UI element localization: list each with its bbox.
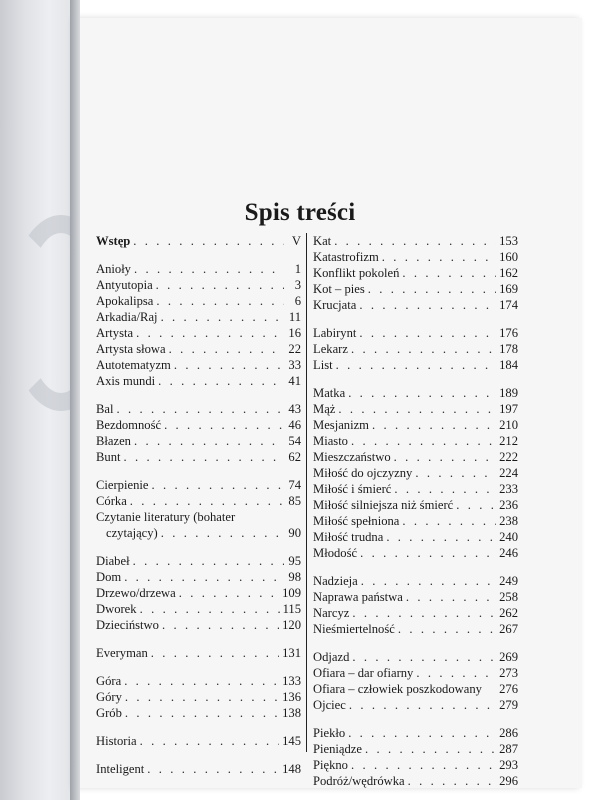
toc-entry[interactable] [313,529,518,545]
toc-entry[interactable] [313,665,518,681]
toc-entry[interactable] [313,741,518,757]
toc-page-number: 279 [499,698,518,712]
toc-page-number: 43 [288,402,301,416]
toc-entry[interactable] [96,673,301,689]
dot-leader [140,601,280,617]
toc-group [96,233,301,249]
toc-entry[interactable] [96,325,301,341]
toc-entry-label: Everyman [96,646,148,660]
toc-group [313,573,518,637]
toc-entry-label: Piękno [313,758,348,772]
toc-entry[interactable] [313,249,518,265]
toc-group [313,649,518,713]
toc-group [96,761,301,777]
dot-leader [456,497,496,513]
toc-entry-label: Artysta słowa [96,342,166,356]
dot-leader [351,341,496,357]
toc-entry-label: Bunt [96,450,121,464]
dot-leader [136,325,284,341]
toc-entry[interactable] [313,497,518,513]
toc-entry-label-continued: czytający) [106,526,158,540]
toc-group [96,553,301,633]
dot-leader [151,477,284,493]
dot-leader [334,233,496,249]
toc-page-number: 148 [282,762,301,776]
toc-entry-label: Pieniądze [313,742,362,756]
dot-leader [416,665,496,681]
toc-entry-label: Lekarz [313,342,348,356]
toc-entry[interactable] [313,385,518,401]
toc-entry[interactable] [96,689,301,705]
toc-page-number: 1 [294,262,301,276]
dot-leader [156,277,284,293]
toc-page-number: 131 [282,646,301,660]
dot-leader [133,553,284,569]
dot-leader [124,569,284,585]
toc-entry[interactable] [96,261,301,277]
toc-page-number: 162 [499,266,518,280]
dot-leader [372,417,496,433]
toc-entry-label: Ofiara – człowiek poszkodowany [313,682,482,696]
dot-leader [134,433,284,449]
adjacent-page-edge [0,0,70,800]
dot-leader [408,773,496,789]
toc-page-number: 136 [282,690,301,704]
toc-entry-label: Drzewo/drzewa [96,586,176,600]
toc-entry[interactable] [96,373,301,389]
toc-entry-label: Naprawa państwa [313,590,403,604]
toc-entry-label: Labirynt [313,326,357,340]
toc-group [313,725,518,789]
toc-page-number: 95 [288,554,301,568]
toc-page-number: 293 [499,758,518,772]
toc-page-number: 224 [499,466,518,480]
toc-entry-label: Miłość do ojczyzny [313,466,413,480]
toc-entry[interactable] [313,697,518,713]
toc-page-number: 246 [499,546,518,560]
toc-entry[interactable] [96,493,301,509]
toc-page-number: 120 [282,618,301,632]
toc-entry-label: Diabeł [96,554,130,568]
dot-leader [394,449,496,465]
toc-page-number: 16 [288,326,301,340]
toc-entry-label: Apokalipsa [96,294,154,308]
toc-group [96,401,301,465]
toc-entry-label: Góra [96,674,122,688]
dot-leader [133,233,284,249]
toc-page-number: 210 [499,418,518,432]
dot-leader [134,261,284,277]
toc-page-number: 33 [288,358,301,372]
toc-group [313,233,518,313]
toc-group [313,325,518,373]
toc-page-number: 6 [294,294,301,308]
toc-entry-label: Córka [96,494,127,508]
toc-entry-label: Autotematyzm [96,358,171,372]
toc-group [96,733,301,749]
dot-leader [125,689,279,705]
dot-leader [124,673,279,689]
toc-entry-label: Historia [96,734,137,748]
toc-entry-label: Bezdomność [96,418,162,432]
toc-group [96,645,301,661]
dot-leader [174,357,284,373]
toc-entry-label: Dom [96,570,122,584]
toc-page-number: 153 [499,234,518,248]
toc-page-number: 267 [499,622,518,636]
toc-entry[interactable] [313,417,518,433]
dot-leader [352,605,496,621]
toc-entry-label: Błazen [96,434,131,448]
toc-entry-label: Grób [96,706,122,720]
toc-entry[interactable] [313,725,518,741]
toc-page-number: 174 [499,298,518,312]
dot-leader [130,493,284,509]
toc-page-number: 269 [499,650,518,664]
dot-leader [360,545,496,561]
toc-entry[interactable] [313,621,518,637]
toc-entry-label: Dzieciństwo [96,618,159,632]
toc-page-number: 222 [499,450,518,464]
toc-page-number: 197 [499,402,518,416]
dot-leader [161,309,284,325]
toc-entry-label: Czytanie literatury (bohater [96,510,236,524]
toc-entry[interactable] [313,449,518,465]
dot-leader [406,589,496,605]
toc-entry[interactable] [96,601,301,617]
toc-entry[interactable] [313,757,518,773]
toc-page-number: 85 [288,494,301,508]
toc-page-number: 296 [499,774,518,788]
toc-entry-label: Miłość i śmierć [313,482,392,496]
toc-page-number: V [291,234,301,248]
toc-page-number: 74 [288,478,301,492]
toc-entry-label: Matka [313,386,346,400]
toc-entry-label: Cierpienie [96,478,149,492]
toc-entry-label: Miłość silniejsza niż śmierć [313,498,454,512]
toc-page-number: 184 [499,358,518,372]
toc-page-number: 62 [288,450,301,464]
dot-leader [368,281,496,297]
dot-leader [348,385,496,401]
toc-entry-label: Antyutopia [96,278,153,292]
dot-leader [394,481,496,497]
toc-right-column [313,233,518,789]
toc-entry-label: Nieśmiertelność [313,622,395,636]
dot-leader [415,465,496,481]
toc-page-number: 176 [499,326,518,340]
toc-entry-label: Ofiara – dar ofiarny [313,666,414,680]
toc-entry-label: Piekło [313,726,346,740]
dot-leader [147,761,279,777]
toc-entry[interactable] [96,477,301,493]
toc-entry[interactable] [96,509,301,541]
toc-page-number: 236 [499,498,518,512]
toc-page-number: 258 [499,590,518,604]
toc-page-number: 212 [499,434,518,448]
toc-entry-label: Krucjata [313,298,357,312]
toc-entry[interactable] [96,645,301,661]
toc-page-number: 41 [288,374,301,388]
toc-page-number: 22 [288,342,301,356]
toc-page-number: 3 [294,278,301,292]
toc-entry-label: Odjazd [313,650,350,664]
toc-entry-label: Dworek [96,602,137,616]
dot-leader [349,697,496,713]
toc-page-number: 145 [282,734,301,748]
toc-entry[interactable] [313,513,518,529]
toc-entry-label: Miłość spełniona [313,514,400,528]
dot-leader [338,401,496,417]
toc-entry-label: Katastrofizm [313,250,379,264]
toc-entry[interactable] [96,293,301,309]
dot-leader [162,617,279,633]
toc-entry[interactable] [96,401,301,417]
toc-entry-label: Podróż/wędrówka [313,774,405,788]
toc-page-number: 115 [282,602,301,616]
toc-group [96,261,301,389]
column-divider [306,233,307,752]
dot-leader [351,433,496,449]
toc-entry[interactable] [96,309,301,325]
toc-entry[interactable] [96,357,301,373]
dot-leader [386,529,496,545]
toc-entry-label: Arkadia/Raj [96,310,158,324]
toc-entry[interactable] [313,401,518,417]
dot-leader [117,401,285,417]
toc-left-column [96,233,301,777]
toc-entry-label: Kot – pies [313,282,365,296]
dot-leader [158,373,284,389]
toc-page-number: 287 [499,742,518,756]
dot-leader [361,573,496,589]
toc-entry-label: Miasto [313,434,348,448]
toc-entry[interactable] [96,761,301,777]
toc-entry[interactable] [313,341,518,357]
toc-entry[interactable] [96,417,301,433]
dot-leader [151,645,279,661]
toc-group [313,385,518,561]
toc-entry[interactable] [313,649,518,665]
dot-leader [164,417,284,433]
toc-entry[interactable] [96,733,301,749]
toc-entry-label: Inteligent [96,762,145,776]
toc-entry-label: Mieszczaństwo [313,450,391,464]
toc-entry-label: Kat [313,234,332,248]
toc-entry[interactable] [313,681,518,697]
dot-leader [140,733,280,749]
toc-page-number: 90 [288,526,301,540]
toc-page-number: 109 [282,586,301,600]
toc-entry-label: Miłość trudna [313,530,384,544]
toc-entry[interactable] [96,449,301,465]
dot-leader [125,705,279,721]
toc-group [96,477,301,541]
toc-entry[interactable] [313,357,518,373]
toc-page-number: 54 [288,434,301,448]
toc-entry[interactable] [313,589,518,605]
toc-entry-label: Góry [96,690,122,704]
toc-page-number: 169 [499,282,518,296]
dot-leader [402,265,496,281]
toc-page-number: 138 [282,706,301,720]
toc-entry[interactable] [313,281,518,297]
toc-entry[interactable] [313,573,518,589]
toc-entry[interactable] [96,433,301,449]
dot-leader [124,449,285,465]
toc-entry[interactable] [313,545,518,561]
toc-entry[interactable] [313,605,518,621]
toc-entry-label: Mąż [313,402,336,416]
toc-entry[interactable] [313,297,518,313]
toc-entry-label: Mesjanizm [313,418,369,432]
dot-leader [348,725,496,741]
toc-entry[interactable] [313,773,518,789]
toc-entry[interactable] [96,585,301,601]
dot-leader [402,513,496,529]
toc-entry[interactable] [313,465,518,481]
toc-page-number: 240 [499,530,518,544]
toc-page-number: 276 [499,682,518,696]
toc-entry[interactable] [313,325,518,341]
toc-entry-continuation [96,525,301,541]
dot-leader [398,621,496,637]
toc-entry-label: Bal [96,402,114,416]
toc-entry-label: Młodość [313,546,358,560]
toc-entry-label: Nadzieja [313,574,358,588]
toc-page-number: 189 [499,386,518,400]
dot-leader [169,341,284,357]
dot-leader [359,297,496,313]
page-fold [70,0,80,800]
dot-leader [359,325,496,341]
toc-entry-label: Wstęp [96,234,131,248]
toc-page-number: 262 [499,606,518,620]
toc-entry-label: Konflikt pokoleń [313,266,400,280]
toc-entry[interactable] [96,233,301,249]
toc-page-number: 238 [499,514,518,528]
toc-page-number: 11 [288,310,301,324]
toc-page-number: 133 [282,674,301,688]
toc-entry[interactable] [313,233,518,249]
toc-page-number: 233 [499,482,518,496]
toc-entry[interactable] [313,433,518,449]
toc-entry-label: List [313,358,333,372]
toc-page-number: 160 [499,250,518,264]
toc-entry-label: Ojciec [313,698,346,712]
page-title: Spis treści [244,198,356,226]
toc-page-number: 46 [288,418,301,432]
dot-leader [336,357,497,373]
toc-page-number: 273 [499,666,518,680]
dot-leader [156,293,284,309]
dot-leader [161,525,284,541]
toc-group [96,673,301,721]
dot-leader [352,649,496,665]
toc-page-number: 286 [499,726,518,740]
toc-entry-label: Anioły [96,262,131,276]
toc-entry-label: Artysta [96,326,134,340]
toc-page-number: 249 [499,574,518,588]
toc-entry[interactable] [96,705,301,721]
toc-page-number: 98 [288,570,301,584]
dot-leader [382,249,496,265]
toc-entry[interactable] [313,481,518,497]
toc-page-number: 178 [499,342,518,356]
toc-entry[interactable] [96,617,301,633]
toc-entry-label: Narcyz [313,606,350,620]
dot-leader [179,585,279,601]
dot-leader [365,741,496,757]
toc-entry[interactable] [313,265,518,281]
toc-entry[interactable] [96,569,301,585]
dot-leader [351,757,496,773]
toc-entry[interactable] [96,553,301,569]
toc-entry[interactable] [96,277,301,293]
toc-entry-label: Axis mundi [96,374,156,388]
toc-entry[interactable] [96,341,301,357]
